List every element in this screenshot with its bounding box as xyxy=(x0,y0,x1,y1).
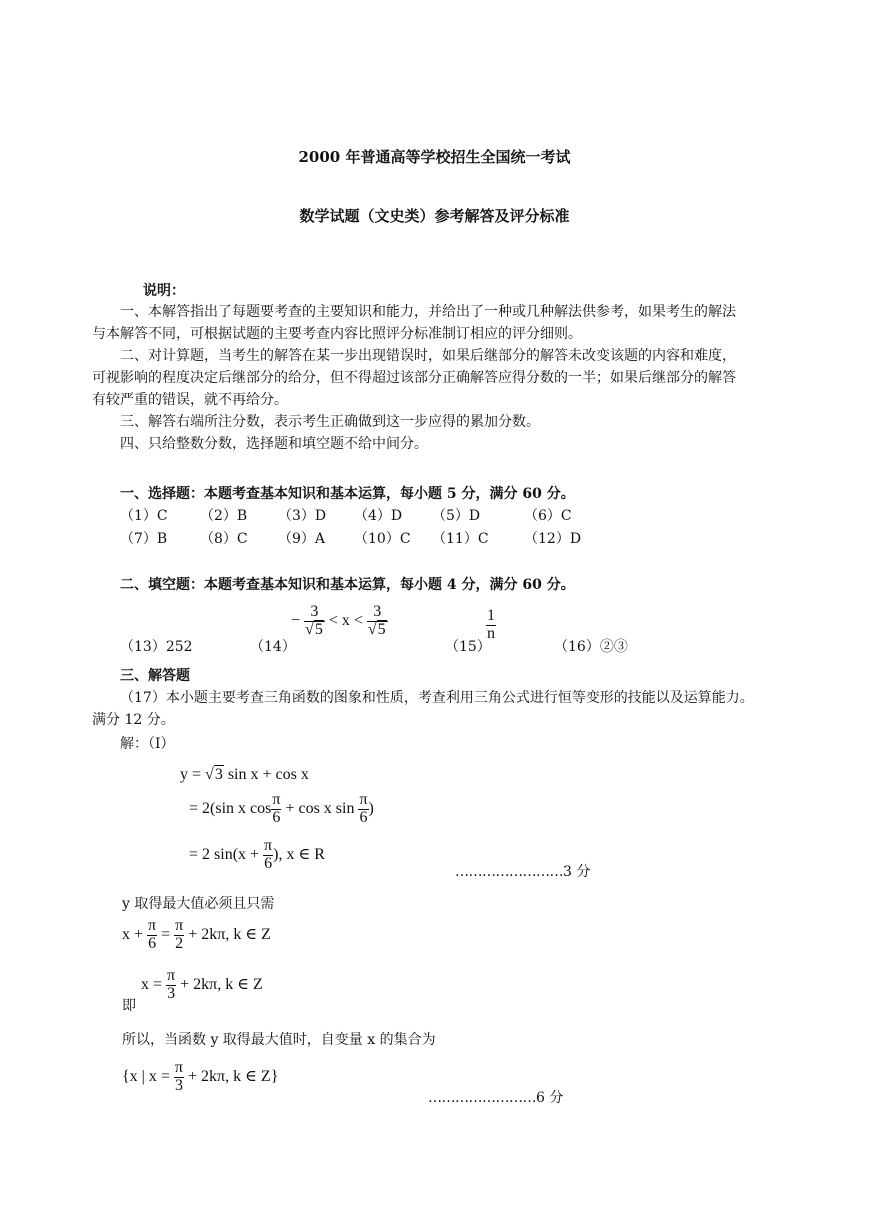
section-1-heading: 一、选择题：本题考查基本知识和基本运算，每小题 5 分，满分 60 分。 xyxy=(120,486,575,502)
minus-sign: − xyxy=(291,611,301,629)
equation-1: y = √3 sin x + cos x xyxy=(180,766,309,783)
section-2-heading: 二、填空题：本题考查基本知识和基本运算，每小题 4 分，满分 60 分。 xyxy=(120,577,575,593)
fraction-right: $\frac{3}{√5}$ xyxy=(367,603,386,638)
note-2-line-1: 二、对计算题，当考生的解答在某一步出现错误时，如果后继部分的解答未改变该题的内容和难度， xyxy=(120,348,736,364)
question-17-line-2: 满分 12 分。 xyxy=(92,712,175,728)
answer-6: （6）C xyxy=(524,508,572,524)
note-1-line-1: 一、本解答指出了每题要考查的主要知识和能力，并给出了一种或几种解法供参考，如果考生的解法 xyxy=(120,304,736,320)
fill-answer-14-label: （14） xyxy=(250,639,296,655)
section-3-heading: 三、解答题 xyxy=(120,668,190,684)
note-4: 四、只给整数分数，选择题和填空题不给中间分。 xyxy=(120,436,428,452)
inequality-middle: < x < xyxy=(328,611,363,629)
answer-4: （4）D xyxy=(354,508,403,524)
answer-11: （11）C xyxy=(432,531,489,547)
fill-answer-15-formula: $\frac{1}{n}$ xyxy=(487,607,495,642)
fill-answer-13: （13）252 xyxy=(120,639,193,655)
answer-8: （8）C xyxy=(200,531,248,547)
equation-4: x + $\frac{\pi}{6}$ = $\frac{\pi}{2}$ + 2kπ, k ∈ Z xyxy=(122,917,271,952)
notes-heading: 说明： xyxy=(143,283,185,299)
note-1-line-2: 与本解答不同，可根据试题的主要考查内容比照评分标准制订相应的评分细则。 xyxy=(92,326,582,342)
answer-row-1 xyxy=(120,505,572,527)
set-description-text: 所以，当函数 y 取得最大值时，自变量 x 的集合为 xyxy=(122,1032,436,1048)
note-2-line-3: 有较严重的错误，就不再给分。 xyxy=(92,392,288,408)
document-subtitle: 数学试题（文史类）参考解答及评分标准 xyxy=(299,207,570,225)
ji-label: 即 xyxy=(122,998,136,1014)
equation-3: = 2 sin(x + $\frac{\pi}{6}$ ), x ∈ R xyxy=(189,837,325,872)
equation-2: = 2(sin x cos $\frac{\pi}{6}$ + cos x sin $\frac{\pi}{6}$ ) xyxy=(189,791,374,826)
score-mark-2: ……………………6 分 xyxy=(428,1090,564,1106)
fill-answer-15-label: （15） xyxy=(445,639,491,655)
answer-9: （9）A xyxy=(278,531,326,547)
score-mark-1: ……………………3 分 xyxy=(455,864,591,880)
answer-row-2 xyxy=(120,528,581,550)
document-title: 2000 年普通高等学校招生全国统一考试 xyxy=(298,148,571,166)
solution-label: 解：（I） xyxy=(120,736,175,752)
answer-2: （2）B xyxy=(200,508,248,524)
answer-1: （1）C xyxy=(120,508,168,524)
fill-answer-16: （16）②③ xyxy=(554,639,628,655)
note-3: 三、解答右端所注分数，表示考生正确做到这一步应得的累加分数。 xyxy=(120,414,540,430)
answer-10: （10）C xyxy=(354,531,411,547)
answer-5: （5）D xyxy=(432,508,481,524)
answer-3: （3）D xyxy=(278,508,327,524)
max-condition-text: y 取得最大值必须且只需 xyxy=(122,896,275,912)
fraction-left: $\frac{3}{√5}$ xyxy=(305,603,323,638)
note-2-line-2: 可视影响的程度决定后继部分的给分，但不得超过该部分正确解答应得分数的一半；如果后继部分的解答 xyxy=(92,370,736,386)
question-17-line-1: （17）本小题主要考查三角函数的图象和性质，考查利用三角公式进行恒等变形的技能以及运算能力。 xyxy=(120,690,754,706)
fill-answer-14-formula xyxy=(291,604,388,639)
answer-12: （12）D xyxy=(524,531,582,547)
answer-7: （7）B xyxy=(120,531,168,547)
equation-6: {x | x = $\frac{\pi}{3}$ + 2kπ, k ∈ Z} xyxy=(122,1059,279,1094)
equation-5: x = $\frac{\pi}{3}$ + 2kπ, k ∈ Z xyxy=(141,967,263,1002)
